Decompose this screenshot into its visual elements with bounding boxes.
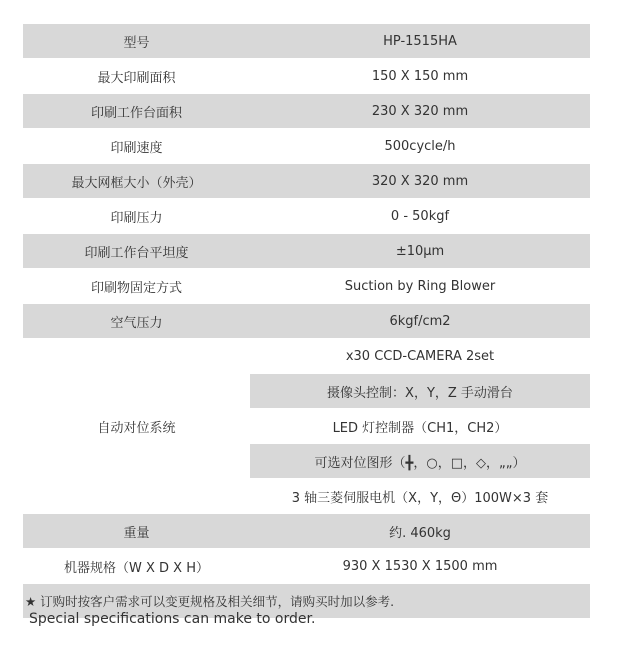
spec-value: Suction by Ring Blower	[250, 269, 590, 304]
spec-value: 150 X 150 mm	[250, 59, 590, 94]
spec-row-flatness	[23, 234, 590, 269]
spec-value: 约. 460kg	[250, 514, 590, 549]
spec-row-print-pressure	[23, 199, 590, 234]
spec-row-alignment-system	[23, 339, 590, 374]
spec-value: 930 X 1530 X 1500 mm	[250, 549, 590, 584]
spec-label: 印刷工作台平坦度	[23, 234, 250, 269]
spec-label: 型号	[23, 24, 250, 59]
spec-row-air-pressure	[23, 304, 590, 339]
spec-value: HP-1515HA	[250, 24, 590, 59]
spec-label: 最大网框大小（外壳）	[23, 164, 250, 199]
spec-value: LED 灯控制器（CH1，CH2）	[250, 409, 590, 444]
spec-value: 3 轴三菱伺服电机（X，Y，Θ）100W×3 套	[250, 479, 590, 514]
spec-label: 机器规格（W X D X H）	[23, 549, 250, 584]
spec-row-max-frame	[23, 164, 590, 199]
spec-row-table-area	[23, 94, 590, 129]
spec-label: 重量	[23, 514, 250, 549]
spec-value: 可选对位图形（╋，○，□，◇，„„）	[250, 444, 590, 479]
spec-value: 0 - 50kgf	[250, 199, 590, 234]
spec-value: 320 X 320 mm	[250, 164, 590, 199]
spec-row-model	[23, 24, 590, 59]
spec-value: x30 CCD-CAMERA 2set	[250, 339, 590, 374]
spec-row-max-print-area	[23, 59, 590, 94]
spec-label: 自动对位系统	[23, 339, 250, 514]
spec-label: 空气压力	[23, 304, 250, 339]
spec-value: 230 X 320 mm	[250, 94, 590, 129]
spec-note-text: ★ 订购时按客户需求可以变更规格及相关细节，请购买时加以参考.	[25, 594, 395, 609]
spec-label: 印刷速度	[23, 129, 250, 164]
spec-table	[23, 24, 590, 619]
spec-label: 最大印刷面积	[23, 59, 250, 94]
spec-label: 印刷工作台面积	[23, 94, 250, 129]
spec-value: 6kgf/cm2	[250, 304, 590, 339]
spec-value: ±10μm	[250, 234, 590, 269]
spec-row-fixing-method	[23, 269, 590, 304]
spec-row-weight	[23, 514, 590, 549]
footer-note: Special specifications can make to order.	[29, 611, 316, 627]
spec-label: 印刷压力	[23, 199, 250, 234]
spec-row-print-speed	[23, 129, 590, 164]
spec-value: 摄像头控制：X，Y，Z 手动滑台	[250, 374, 590, 409]
spec-value: 500cycle/h	[250, 129, 590, 164]
spec-label: 印刷物固定方式	[23, 269, 250, 304]
spec-row-dimensions	[23, 549, 590, 584]
